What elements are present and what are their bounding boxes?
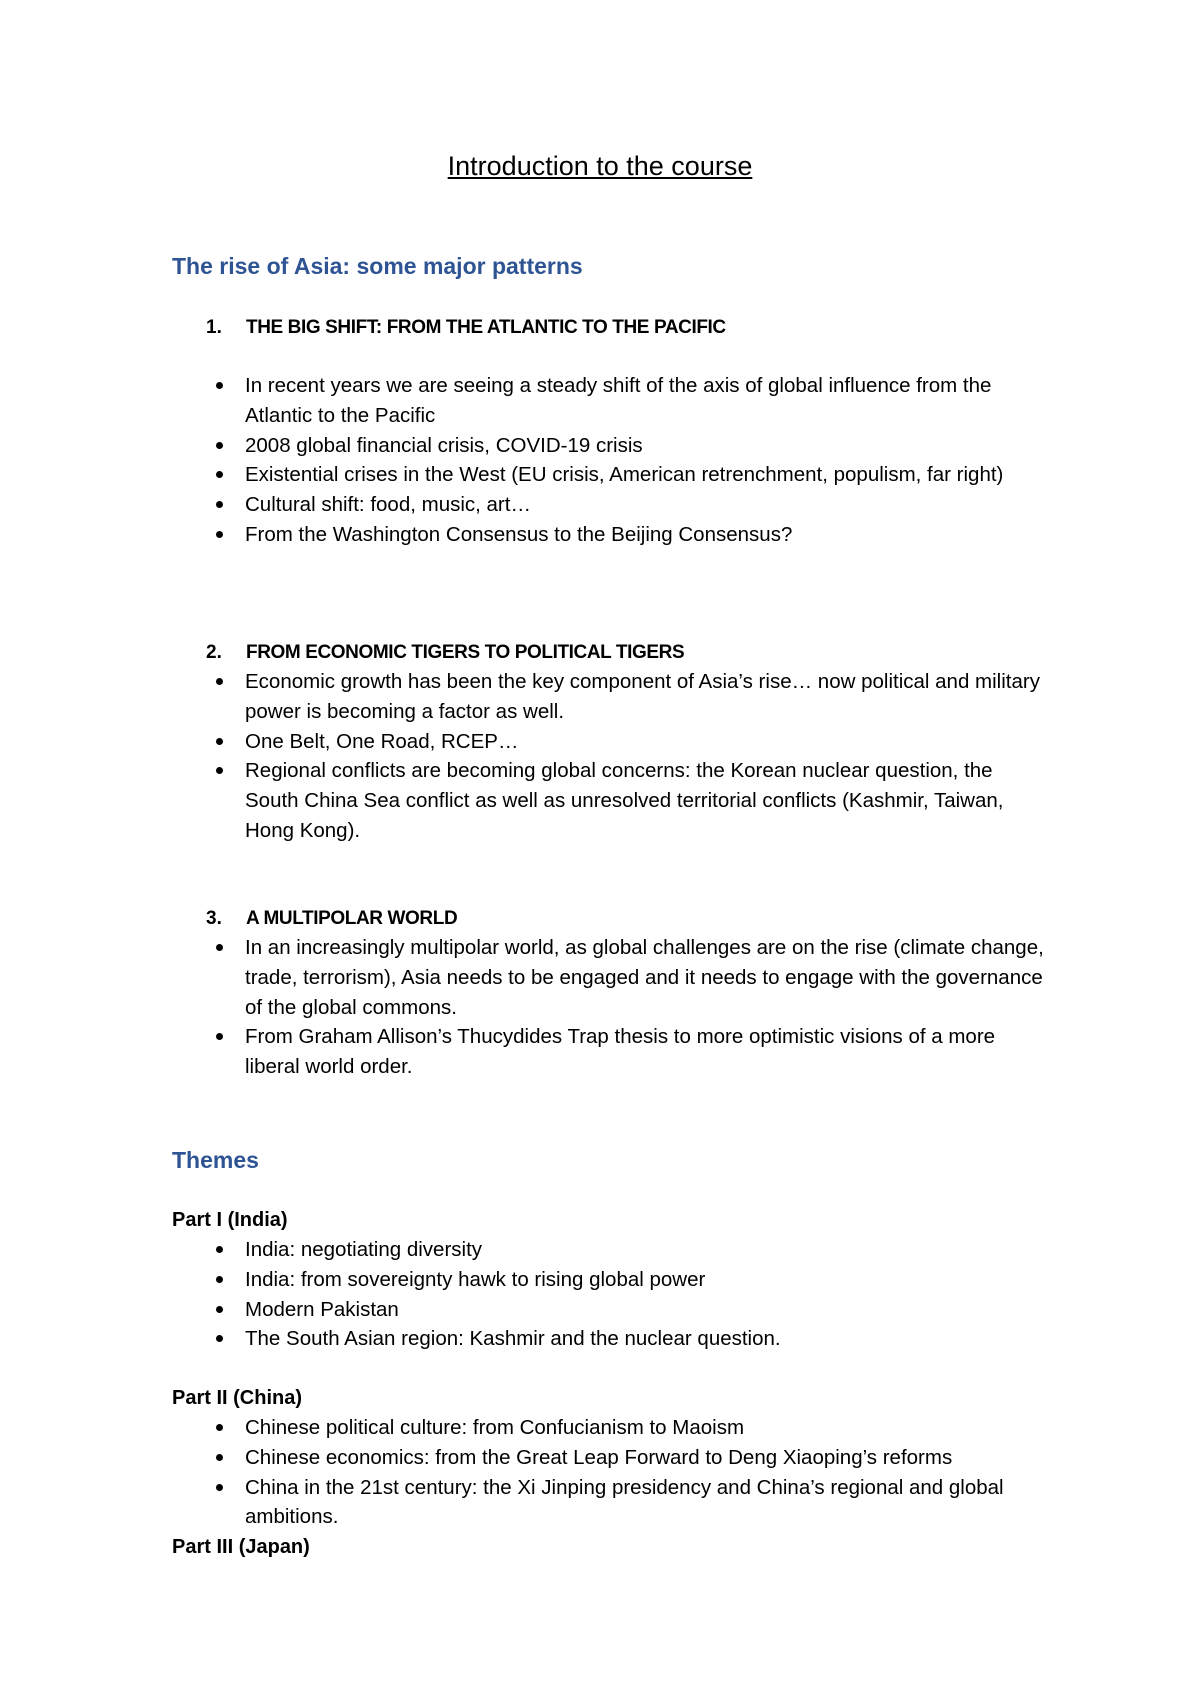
document-title: Introduction to the course [447, 151, 753, 181]
part-3-title: Part III (Japan) [172, 1536, 310, 1558]
list-item: Existential crises in the West (EU crisis, American retrenchment, populism, far right) [0, 460, 1045, 490]
section-3-list [0, 933, 1200, 1082]
list-item: Modern Pakistan [0, 1295, 1045, 1325]
section-2-number: 2. [206, 642, 222, 663]
list-item: Cultural shift: food, music, art… [0, 490, 1045, 520]
list-item: One Belt, One Road, RCEP… [0, 727, 1045, 757]
list-item: Economic growth has been the key component of Asia’s rise… now political and military power is becoming a factor as well. [0, 667, 1045, 727]
section-2-heading: FROM ECONOMIC TIGERS TO POLITICAL TIGERS [246, 642, 685, 663]
list-item: China in the 21st century: the Xi Jinping presidency and China’s regional and global ambitions. [0, 1473, 1045, 1533]
list-item: India: from sovereignty hawk to rising global power [0, 1265, 1045, 1295]
section-2-list [0, 667, 1200, 846]
part-1-title: Part I (India) [172, 1209, 288, 1231]
list-item: Chinese political culture: from Confucianism to Maoism [0, 1413, 1045, 1443]
section-1-list [0, 371, 1200, 550]
part-1-list [0, 1235, 1200, 1354]
part-2-title: Part II (China) [172, 1387, 303, 1409]
heading-rise-of-asia: The rise of Asia: some major patterns [172, 253, 583, 279]
section-3-number: 3. [206, 908, 222, 929]
heading-themes: Themes [172, 1147, 259, 1173]
list-item: Chinese economics: from the Great Leap Forward to Deng Xiaoping’s reforms [0, 1443, 1045, 1473]
list-item: India: negotiating diversity [0, 1235, 1045, 1265]
list-item: From the Washington Consensus to the Beijing Consensus? [0, 520, 1045, 550]
section-1-number: 1. [206, 317, 222, 338]
section-1-heading: THE BIG SHIFT: FROM THE ATLANTIC TO THE PACIFIC [246, 317, 726, 338]
list-item: From Graham Allison’s Thucydides Trap thesis to more optimistic visions of a more liberal world order. [0, 1022, 1045, 1082]
part-2-list [0, 1413, 1200, 1532]
list-item: In recent years we are seeing a steady shift of the axis of global influence from the Atlantic to the Pacific [0, 371, 1045, 431]
list-item: Regional conflicts are becoming global concerns: the Korean nuclear question, the South China Sea conflict as well as unresolved territorial conflicts (Kashmir, Taiwan, Hong Kong). [0, 756, 1045, 845]
list-item: 2008 global financial crisis, COVID-19 crisis [0, 431, 1045, 461]
list-item: The South Asian region: Kashmir and the nuclear question. [0, 1324, 1045, 1354]
list-item: In an increasingly multipolar world, as global challenges are on the rise (climate change, trade, terrorism), Asia needs to be engaged and it needs to engage with the governance of the global commons. [0, 933, 1045, 1022]
section-3-heading: A MULTIPOLAR WORLD [246, 908, 458, 929]
